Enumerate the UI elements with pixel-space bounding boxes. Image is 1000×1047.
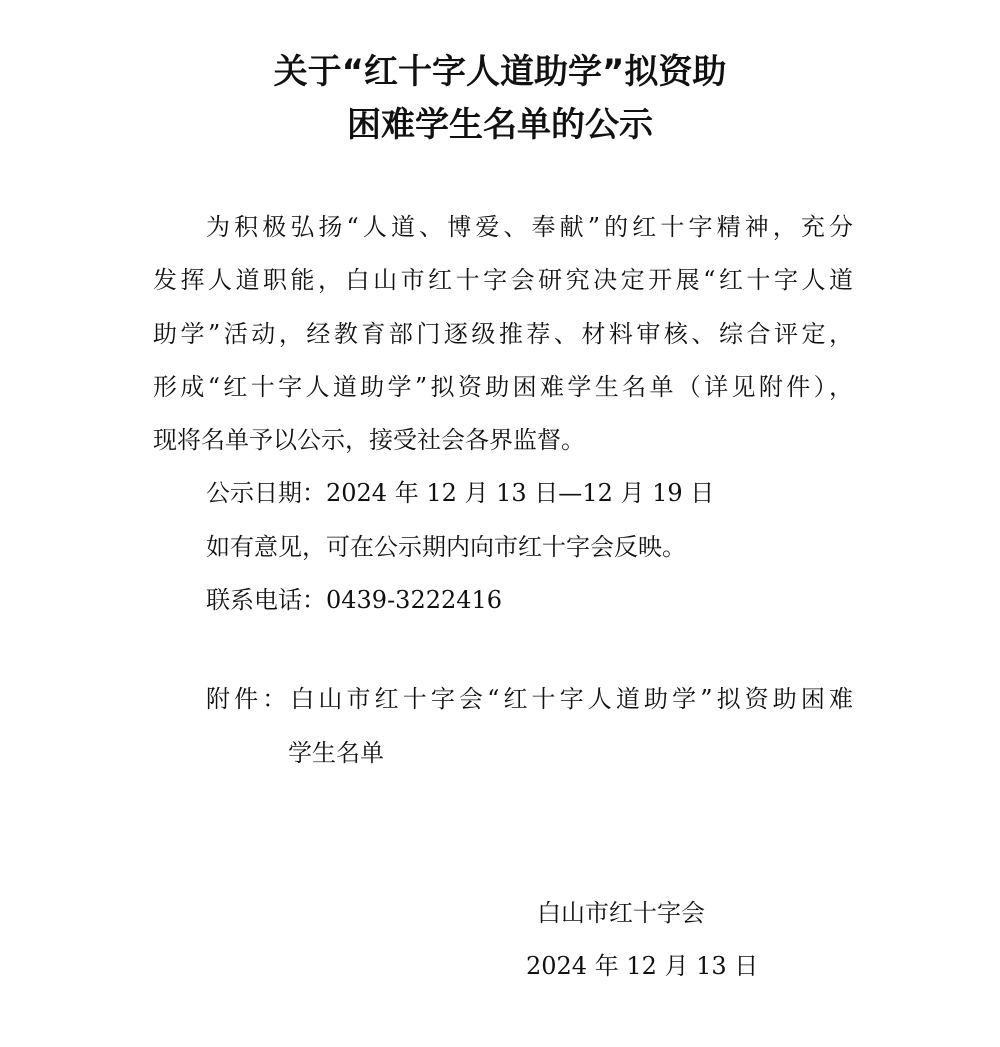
signature-organization: 白山市红十字会 [537, 899, 705, 927]
attachment-line-1: 附件：白山市红十字会“红十字人道助学”拟资助困难 [206, 685, 853, 713]
document-title-line-1: 关于“红十字人道助学”拟资助 [273, 52, 727, 92]
document-title-line-2: 困难学生名单的公示 [347, 105, 653, 145]
attachment-line-2: 学生名单 [288, 739, 384, 767]
body-paragraph-line-5: 现将名单予以公示，接受社会各界监督。 [153, 426, 585, 454]
body-paragraph-line-4: 形成“红十字人道助学”拟资助困难学生名单（详见附件）， [153, 373, 853, 401]
publicity-period: 公示日期：2024 年 12 月 13 日—12 月 19 日 [206, 479, 715, 507]
feedback-note: 如有意见，可在公示期内向市红十字会反映。 [206, 533, 686, 561]
contact-phone: 联系电话：0439-3222416 [206, 586, 503, 614]
body-paragraph-line-2: 发挥人道职能，白山市红十字会研究决定开展“红十字人道 [153, 266, 853, 294]
signature-date: 2024 年 12 月 13 日 [526, 952, 759, 980]
body-paragraph-line-3: 助学”活动，经教育部门逐级推荐、材料审核、综合评定， [153, 320, 853, 348]
body-paragraph-line-1: 为积极弘扬“人道、博爱、奉献”的红十字精神，充分 [206, 213, 853, 241]
